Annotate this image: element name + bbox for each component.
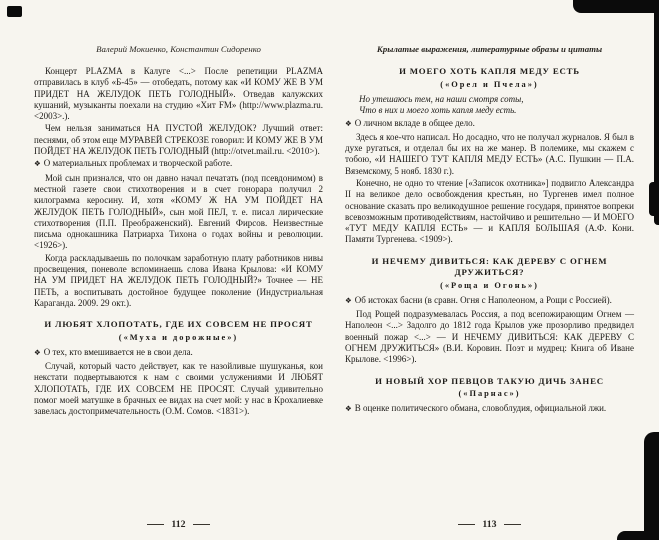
- left-page-number: [34, 519, 323, 530]
- scan-artifact-right-mid: [649, 182, 659, 216]
- diamond-bullet-icon: ❖: [345, 295, 352, 305]
- right-page: [345, 44, 634, 530]
- subheading-block: («Парнас»): [458, 389, 521, 399]
- pagenum-rule-right: [193, 524, 210, 526]
- verse-block: [359, 94, 634, 116]
- paragraph-block: Чем нельзя заниматься НА ПУСТОЙ ЖЕЛУДОК? Лучший ответ: песнями, об этом еще МУРАВЕЙ СТРЕКОЗЕ говорил: И КОМУ ЖЕ В УМ ПОЙДЕТ НА ЖЕЛУДОК ПЕТЬ ГОЛОДНЫЙ (http://otvet.mail.ru. <2010>).: [34, 123, 323, 157]
- paragraph-block: Конечно, не одно то чтение [«Записок охотника»] подвигло Александра II на великое дело освобождения крестьян, но Тургенев имел полное основание сказать про великодушное решение государя, принятое вопреки всевозможным противодействиям, настойчиво и решительно — И МОЕГО «ТУТ МЕДУ КАПЛЯ ЕСТЬ» — и КАПЛЯ БОЛЬШАЯ (А.Ф. Кони. Памяти Тургенева. <1909>).: [345, 177, 634, 245]
- heading-block: И МОЕГО ХОТЬ КАПЛЯ МЕДУ ЕСТЬ: [399, 66, 580, 76]
- scan-artifact-bottom-edge: [617, 531, 659, 540]
- page-spread: [34, 44, 634, 530]
- bullet-text: О материальных проблемах и творческой работе.: [43, 158, 233, 169]
- bullet-text: Об истоках басни (в сравн. Огня с Наполеоном, а Рощи с Россией).: [354, 294, 612, 305]
- bullet-block: [345, 403, 634, 414]
- right-page-number: [345, 519, 634, 530]
- page-number-text: 112: [171, 519, 186, 530]
- verse-line: Но утешаюсь тем, на наши смотря соты,: [359, 93, 524, 104]
- running-header-authors: Валерий Мокиенко, Константин Сидоренко: [96, 44, 261, 54]
- heading-block: И НОВЫЙ ХОР ПЕВЦОВ ТАКУЮ ДИЧЬ ЗАНЕС: [375, 375, 604, 386]
- bullet-block: [34, 347, 323, 358]
- bullet-block: [345, 118, 634, 129]
- pagenum-rule-left: [147, 524, 164, 526]
- scan-artifact-top-left: [7, 6, 22, 17]
- bullet-text: В оценке политического обмана, словоблудия, официальной лжи.: [354, 403, 607, 414]
- scan-artifact-top-right: [573, 0, 659, 13]
- diamond-bullet-icon: ❖: [345, 118, 352, 128]
- diamond-bullet-icon: ❖: [345, 404, 352, 414]
- scan-artifact-bottom-right: [644, 432, 659, 540]
- bullet-text: О тех, кто вмешивается не в свои дела.: [43, 346, 193, 357]
- right-page-body: [345, 66, 634, 414]
- left-page: [34, 44, 323, 530]
- paragraph-block: Когда раскладываешь по полочкам заработную плату работников нивы просвещения, поневоле вспоминаешь слова Ивана Крылова: «И КОМУ НА УМ ПРИДЕТ НА ЖЕЛУДОК ПЕТЬ ГОЛОДНЫЙ?» Точнее — НЕ ПЕТЬ, а воспитывать достойное будущее поколение (Индустриальная Караганда. 2009. 29 окт.).: [34, 252, 323, 308]
- subheading-block: («Муха и дорожные»): [118, 332, 239, 342]
- subheading-block: («Роща и Огонь»): [440, 280, 539, 290]
- paragraph-block: Случай, который часто действует, как те назойливые шушуканья, кои некстати подвертываются к нам с своими услужениями И ЛЮБЯТ ХЛОПОТАТЬ, ГДЕ ИХ СОВСЕМ НЕ ПРОСЯТ. Случай удивительно помог моей матушке в брачных ее видах на счет мой: у нас в Крохалиевке завелась достопримечательность (О.М. Сомов. <1831>).: [34, 361, 323, 417]
- paragraph-block: Здесь я кое-что написал. Но досадно, что не получал журналов. Я был в духе ругаться, и отделал бы их на же манер. В полемике, мы скажем с тобою, «И НАШЕГО ТУТ КАПЛЯ МЕДУ ЕСТЬ» (А.С. Пушкин — П.А. Вяземскому, 5 нояб. 1830 г.).: [345, 131, 634, 176]
- running-header-book-title: Крылатые выражения, литературные образы и цитаты: [376, 44, 603, 54]
- paragraph-block: Концерт PLAZMA в Калуге <...> После репетиции PLAZMA отправилась в клуб «Б-45» — отобедать, потому как «И КОМУ ЖЕ В УМ ПРИДЕТ НА ЖЕЛУДОК ПЕТЬ ГОЛОДНЫЙ». Отведав калужских кушаний, музыканты поехали на студию «Хит FM» (http://www.plazma.ru. <2003>.).: [34, 66, 323, 122]
- heading-block: И ЛЮБЯТ ХЛОПОТАТЬ, ГДЕ ИХ СОВСЕМ НЕ ПРОСЯТ: [44, 319, 313, 330]
- subheading-block: («Орел и Пчела»): [440, 79, 539, 89]
- paragraph-block: Мой сын признался, что он давно начал печатать (под псевдонимом) в местной газете свои стихотворения и в счет гонорара получил 2 килограмма керосину. И, хотя «КОМУ Ж НА УМ ПОЙДЕТ НА ЖЕЛУДОК ПЕТЬ ГОЛОДНЫЙ», сын мой ПЕЛ, т. е. писал лирические стихотворения (П.П. Преображенский). Евгений Фирсов. Неизвестные письма однокашника Патриарха Тихона о годах войны и революции. <1926>).: [34, 172, 323, 251]
- verse-line: Что в них и моего хоть капля меду есть.: [359, 104, 517, 115]
- bullet-block: [345, 295, 634, 306]
- page-number-text: 113: [482, 519, 497, 530]
- diamond-bullet-icon: ❖: [34, 159, 41, 169]
- paragraph-block: Под Рощей подразумевалась Россия, а под всепожирающим Огнем — Наполеон <...> Задолго до 1812 года Крылов уже прозорливо предвидел военный пожар <...> — И НЕЧЕМУ ДИВИТЬСЯ: КАК ДЕРЕВУ С ОГНЕМ ДРУЖИТЬСЯ» (В.И. Коровин. Поэт и мудрец: Книга об Иване Крылове. <1996>).: [345, 309, 634, 365]
- left-page-body: [34, 66, 323, 418]
- pagenum-rule-right: [504, 524, 521, 526]
- pagenum-rule-left: [458, 524, 475, 526]
- heading-block: И НЕЧЕМУ ДИВИТЬСЯ: КАК ДЕРЕВУ С ОГНЕМ ДРУЖИТЬСЯ?: [371, 255, 608, 278]
- bullet-text: О личном вкладе в общее дело.: [354, 117, 475, 128]
- diamond-bullet-icon: ❖: [34, 347, 41, 357]
- bullet-block: [34, 158, 323, 169]
